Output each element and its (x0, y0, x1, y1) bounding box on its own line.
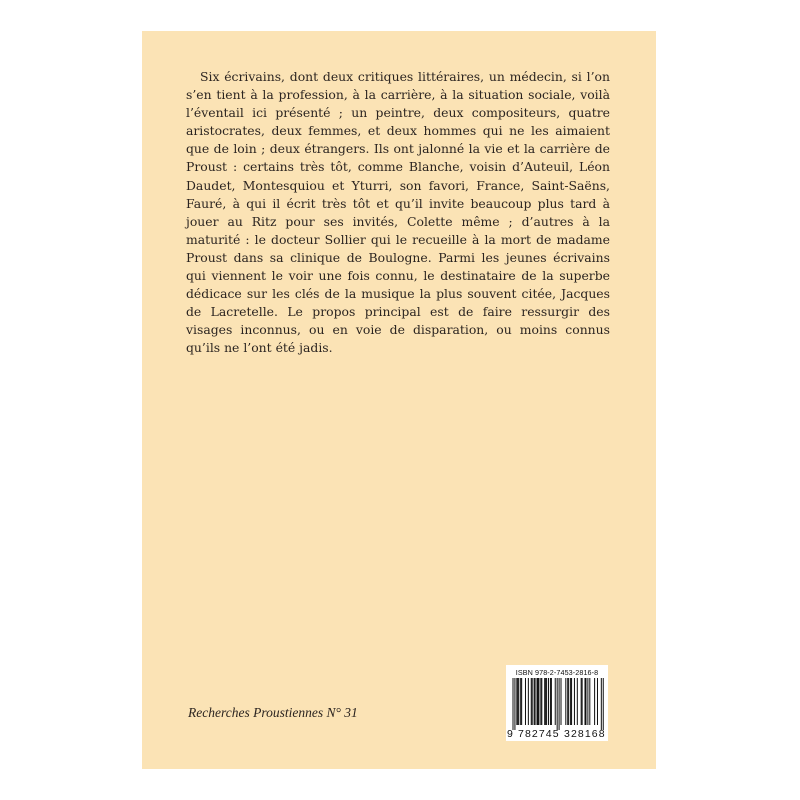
barcode-bar (561, 678, 562, 725)
barcode-bar (567, 678, 568, 725)
ean-left-group: 782745 (518, 728, 560, 740)
isbn-label: ISBN 978-2-7453-2816-8 (515, 668, 599, 677)
barcode-bar (581, 678, 582, 725)
barcode-bar (545, 678, 546, 725)
barcode-bar (589, 678, 590, 725)
barcode-bar (551, 678, 552, 725)
barcode-bar (517, 678, 518, 725)
barcode-bar (537, 678, 538, 725)
barcode-bar (585, 678, 586, 725)
barcode-guard-bar (514, 678, 515, 730)
barcode-bar (548, 678, 549, 725)
barcode-bar (532, 678, 533, 725)
blurb-text: Six écrivains, dont deux critiques littéraires, un médecin, si l’on s’en tient à la profession, à la carrière, à la situation sociale, voilà l’éventail ici présenté ; un peintre, deux compositeurs, quatre aristocrates, deux femmes, et deux hommes qui ne les aimaient que de loin ; deux étrangers. Ils ont jalonné la vie et la carrière de Proust : certains très tôt, comme Blanche, voisin d’Auteuil, Léon Daudet, Montesquiou et Yturri, son favori, France, Saint-Saëns, Fauré, à qui il écrit très tôt et qu’il invite beaucoup plus tard à jouer au Ritz pour ses invités, Colette même ; d’autres à la maturité : le docteur Sollier qui le recueille à la mort de madame Proust dans sa clinique de Boulogne. Parmi les jeunes écrivains qui viennent le voir une fois connu, le destinataire de la superbe dédicace sur les clés de la musique la plus souvent citée, Jacques de Lacretelle. Le propos principal est de faire ressurgir des visages inconnus, ou en voie de disparation, ou moins connus qu’ils ne l’ont été jadis. (186, 69, 610, 356)
barcode-guard-bar (513, 678, 514, 730)
barcode-bar (546, 678, 547, 725)
ean-digits (506, 728, 608, 740)
barcode-bar (521, 678, 522, 725)
barcode-bar (594, 678, 595, 725)
barcode-block (506, 665, 608, 741)
barcode-bar (520, 678, 521, 725)
barcode-bar (534, 678, 535, 725)
barcode-bar (541, 678, 542, 725)
barcode-bar (518, 678, 519, 725)
barcode-bar (587, 678, 588, 725)
barcode-bar (568, 678, 569, 725)
barcode-bar (531, 678, 532, 725)
barcode-bar (528, 678, 529, 725)
barcode-bar (577, 678, 578, 725)
barcode-bar (597, 678, 598, 725)
barcode-guard-bar (559, 678, 560, 730)
barcode-bar (538, 678, 539, 725)
barcode-guard-bar (601, 678, 602, 730)
barcode-bar (571, 678, 572, 725)
barcode-guard-bar (557, 678, 558, 730)
barcode-bar (574, 678, 575, 725)
barcode-bar (544, 678, 545, 725)
back-cover (142, 31, 656, 769)
barcode-bar (516, 678, 517, 725)
barcode-bar (555, 678, 556, 725)
barcode-bar (540, 678, 541, 725)
barcode-bar (535, 678, 536, 725)
barcode-bar (537, 678, 538, 725)
series-title: Recherches Proustiennes N° 31 (188, 705, 358, 720)
ean-right-group: 328168 (564, 728, 606, 740)
barcode-bars (506, 678, 608, 730)
barcode-bar (585, 678, 586, 725)
ean-first-digit: 9 (507, 728, 513, 740)
barcode-bar (525, 678, 526, 725)
barcode-bar (582, 678, 583, 725)
barcode-guard-bar (603, 678, 604, 730)
barcode-bar (565, 678, 566, 725)
barcode-bar (550, 678, 551, 725)
barcode-bar (570, 678, 571, 725)
